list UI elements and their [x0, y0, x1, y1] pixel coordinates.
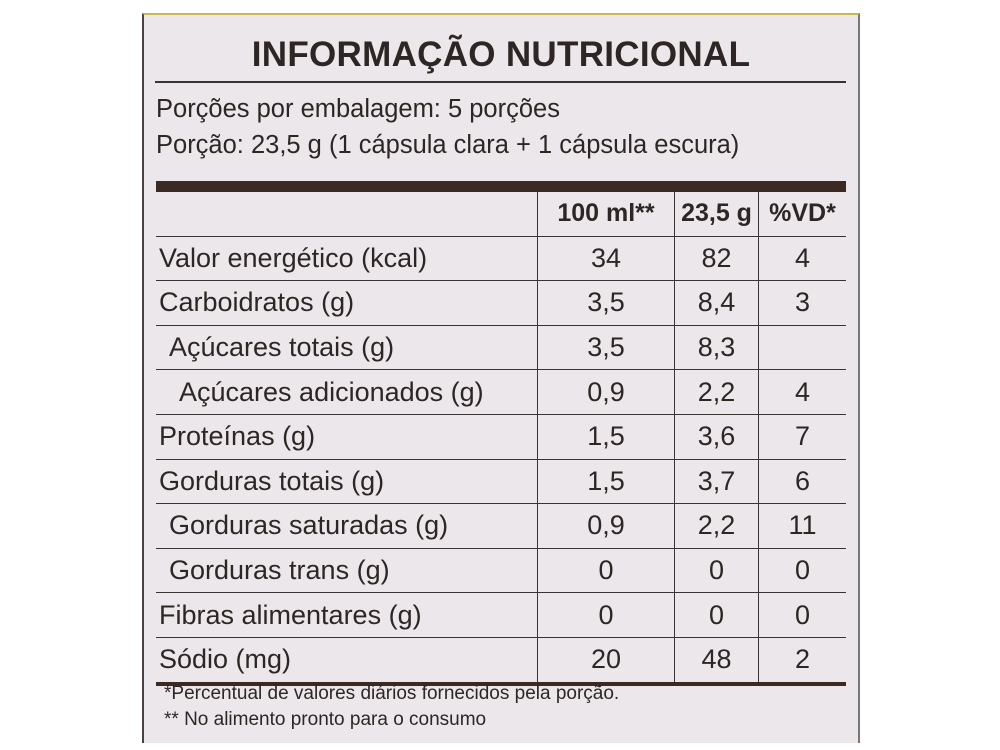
value-vd: 6 — [759, 459, 847, 504]
value-100ml: 34 — [538, 236, 675, 281]
table-row — [156, 281, 846, 326]
thick-divider — [156, 181, 846, 192]
value-vd: 0 — [759, 593, 847, 638]
table-row — [156, 504, 846, 549]
serving-size: Porção: 23,5 g (1 cápsula clara + 1 cápsula escura) — [156, 131, 740, 159]
value-100ml: 20 — [538, 637, 675, 683]
nutrient-label: Açúcares adicionados (g) — [156, 370, 538, 415]
header-portion: 23,5 g — [675, 192, 759, 236]
value-vd: 3 — [759, 281, 847, 326]
table-row — [156, 637, 846, 683]
value-vd: 4 — [759, 236, 847, 281]
value-100ml: 3,5 — [538, 281, 675, 326]
footnote-vd: *Percentual de valores diários fornecidos pela porção. — [164, 683, 620, 704]
value-100ml: 0 — [538, 548, 675, 593]
table-row — [156, 548, 846, 593]
header-nutrient — [156, 192, 538, 236]
servings-per-package: Porções por embalagem: 5 porções — [156, 95, 560, 123]
table-row — [156, 459, 846, 504]
table-row — [156, 325, 846, 370]
table-row — [156, 593, 846, 638]
nutrient-label: Gorduras trans (g) — [156, 548, 538, 593]
value-vd: 7 — [759, 414, 847, 459]
value-portion: 8,3 — [675, 325, 759, 370]
value-100ml: 0,9 — [538, 370, 675, 415]
nutrient-label: Sódio (mg) — [156, 637, 538, 683]
value-portion: 8,4 — [675, 281, 759, 326]
table-row — [156, 236, 846, 281]
value-portion: 0 — [675, 548, 759, 593]
value-100ml: 1,5 — [538, 414, 675, 459]
value-portion: 3,7 — [675, 459, 759, 504]
value-100ml: 0 — [538, 593, 675, 638]
nutrient-label: Gorduras saturadas (g) — [156, 504, 538, 549]
nutrient-label: Carboidratos (g) — [156, 281, 538, 326]
value-vd — [759, 325, 847, 370]
value-100ml: 1,5 — [538, 459, 675, 504]
value-portion: 0 — [675, 593, 759, 638]
value-vd: 11 — [759, 504, 847, 549]
value-portion: 82 — [675, 236, 759, 281]
header-100ml: 100 ml** — [538, 192, 675, 236]
nutrient-label: Valor energético (kcal) — [156, 236, 538, 281]
footnote-ml: ** No alimento pronto para o consumo — [164, 709, 487, 730]
table-row — [156, 414, 846, 459]
nutrient-label: Gorduras totais (g) — [156, 459, 538, 504]
table-header-row — [156, 192, 846, 236]
value-100ml: 3,5 — [538, 325, 675, 370]
nutrition-table — [156, 192, 846, 686]
title-divider — [155, 81, 846, 83]
value-100ml: 0,9 — [538, 504, 675, 549]
value-portion: 48 — [675, 637, 759, 683]
value-vd: 4 — [759, 370, 847, 415]
value-portion: 3,6 — [675, 414, 759, 459]
label-title: INFORMAÇÃO NUTRICIONAL — [251, 35, 751, 74]
nutrition-label — [142, 13, 860, 743]
nutrient-label: Açúcares totais (g) — [156, 325, 538, 370]
nutrient-label: Proteínas (g) — [156, 414, 538, 459]
value-vd: 0 — [759, 548, 847, 593]
value-portion: 2,2 — [675, 370, 759, 415]
value-vd: 2 — [759, 637, 847, 683]
table-row — [156, 370, 846, 415]
header-vd: %VD* — [759, 192, 847, 236]
value-portion: 2,2 — [675, 504, 759, 549]
nutrient-label: Fibras alimentares (g) — [156, 593, 538, 638]
